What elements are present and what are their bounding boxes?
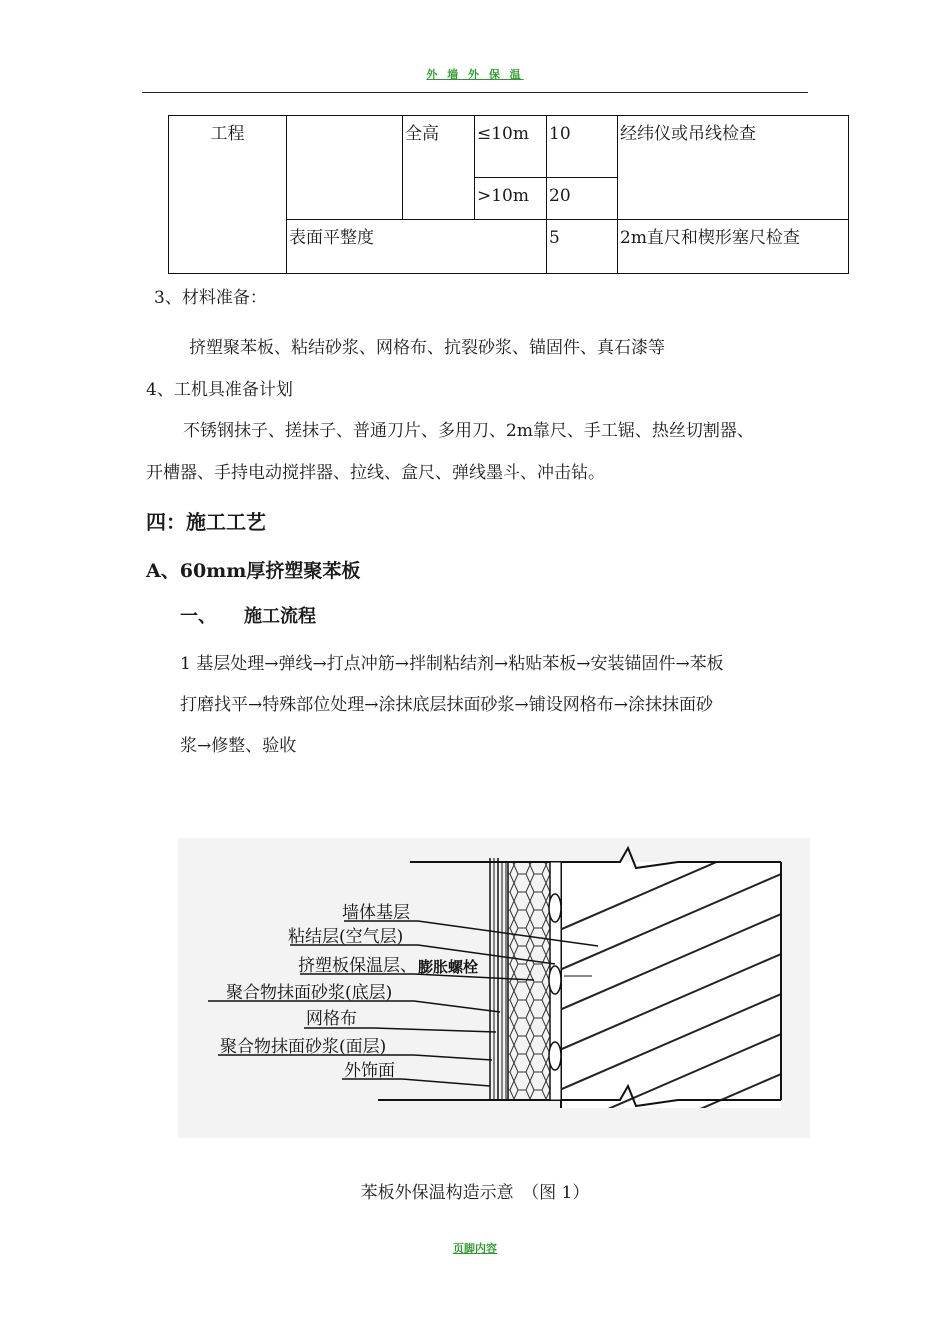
table-cell-tolerance-10: 10 xyxy=(547,116,618,178)
section-3-title: 3、材料准备： xyxy=(154,288,267,308)
page-footer: 页脚内容 xyxy=(453,1242,497,1255)
flow-number: 一、 xyxy=(180,606,216,627)
page-header: 外 墙 外 保 温 xyxy=(426,68,524,81)
table-cell-height-le-10: ≤10m xyxy=(475,116,547,178)
table-cell-method-straightedge: 2m直尺和楔形塞尺检查 xyxy=(618,220,849,274)
chapter-4-title: 四：施工工艺 xyxy=(146,510,266,534)
xps-board xyxy=(508,862,550,1100)
wall-base xyxy=(518,838,810,1138)
figure-caption: 苯板外保温构造示意 （图 1） xyxy=(360,1183,590,1203)
label-finish: 外饰面 xyxy=(344,1061,395,1081)
section-4-body-line1: 不锈钢抹子、搓抹子、普通刀片、多用刀、2m靠尺、手工锯、热丝切割器、 xyxy=(183,421,754,441)
flow-line2: 打磨找平→特殊部位处理→涂抹底层抹面砂浆→铺设网格布→涂抹抹面砂 xyxy=(180,695,713,715)
table-cell-tolerance-5: 5 xyxy=(547,220,618,274)
table-cell-tolerance-20: 20 xyxy=(547,178,618,220)
section-4-body-line2: 开槽器、手持电动搅拌器、拉线、盒尺、弹线墨斗、冲击钻。 xyxy=(146,463,605,483)
table-cell-height-gt-10: >10m xyxy=(475,178,547,220)
table-cell-project: 工程 xyxy=(169,116,287,274)
label-mortar-base: 聚合物抹面砂浆(底层) xyxy=(226,983,393,1003)
section-3-body: 挤塑聚苯板、粘结砂浆、网格布、抗裂砂浆、锚固件、真石漆等 xyxy=(189,338,665,358)
insulation-structure-diagram xyxy=(178,838,810,1138)
table-cell-flatness: 表面平整度 xyxy=(287,220,547,274)
label-xps-layer: 挤塑板保温层、 xyxy=(298,956,417,976)
label-anchor: 膨胀螺栓 xyxy=(418,958,479,976)
label-wall-base: 墙体基层 xyxy=(342,903,410,923)
label-mortar-top: 聚合物抹面砂浆(面层) xyxy=(220,1037,387,1057)
label-adhesive-layer: 粘结层(空气层) xyxy=(288,927,404,947)
part-a-title: A、60mm厚挤塑聚苯板 xyxy=(146,560,361,582)
tolerance-table xyxy=(168,115,849,274)
section-4-title: 4、工机具准备计划 xyxy=(146,380,293,400)
flow-title: 施工流程 xyxy=(244,606,316,627)
table-cell-item xyxy=(287,116,403,220)
label-mesh: 网格布 xyxy=(306,1009,357,1029)
flow-line1: 1 基层处理→弹线→打点冲筋→拌制粘结剂→粘贴苯板→安装锚固件→苯板 xyxy=(180,654,724,674)
header-rule xyxy=(142,92,808,93)
table-cell-full-height: 全高 xyxy=(403,116,475,220)
flow-line3: 浆→修整、验收 xyxy=(180,736,297,756)
table-cell-method-theodolite: 经纬仪或吊线检查 xyxy=(618,116,849,220)
